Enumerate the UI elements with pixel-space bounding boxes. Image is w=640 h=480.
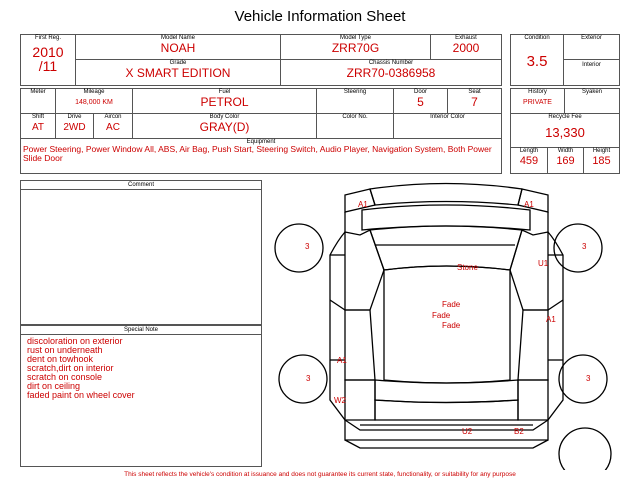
fuel-box <box>132 88 317 114</box>
tire-front-left <box>275 224 323 272</box>
tire-rl-value: 3 <box>306 374 311 383</box>
color-no-box <box>316 113 394 139</box>
tire-front-right <box>554 224 602 272</box>
exhaust-value: 2000 <box>452 41 480 55</box>
drive-value: 2WD <box>63 122 86 133</box>
aircon-box <box>93 113 133 139</box>
mark-front-right: A1 <box>524 200 534 209</box>
history-box <box>510 88 565 114</box>
chassis-box <box>280 59 502 86</box>
mark-front-left: A1 <box>358 200 368 209</box>
special-note-label: Special Note <box>21 326 261 335</box>
first-reg-month: /11 <box>38 58 58 74</box>
exterior-label: Exterior <box>581 35 602 41</box>
mileage-box <box>55 88 133 114</box>
first-reg-box <box>20 34 76 86</box>
mileage-value: 148,000 KM <box>75 99 113 106</box>
mark-roof-3: Fade <box>442 321 461 330</box>
color-no-label: Color No. <box>342 114 368 120</box>
width-label: Width <box>557 148 574 154</box>
page-title: Vehicle Information Sheet <box>234 8 406 25</box>
tire-rear-right <box>559 355 607 403</box>
mark-roof-2: Fade <box>432 311 451 320</box>
condition-label: Condition <box>524 35 550 41</box>
note-item: dirt on ceiling <box>27 381 81 391</box>
recycle-fee-box <box>510 113 620 148</box>
fuel-label: Fuel <box>218 89 231 95</box>
seat-label: Seat <box>468 89 481 95</box>
chassis-value: ZRR70-0386958 <box>346 66 436 80</box>
special-note-box <box>20 325 262 467</box>
tire-rear-left <box>279 355 327 403</box>
note-item: scratch,dirt on interior <box>27 363 114 373</box>
length-box <box>510 147 548 174</box>
mark-left-rear-1: A1 <box>337 356 347 365</box>
disclaimer-footer: This sheet reflects the vehicle's condition at issuance and does not guarantee its current state, functionality, or suitability for any purpose <box>124 471 516 478</box>
body-color-value: GRAY(D) <box>199 120 250 134</box>
note-item: scratch on console <box>27 372 103 382</box>
equipment-label: Equipment <box>246 139 276 145</box>
drive-label: Drive <box>67 114 82 120</box>
note-item: dent on towhook <box>27 354 94 364</box>
width-value: 169 <box>556 155 575 167</box>
door-label: Door <box>413 89 427 95</box>
recycle-fee-value: 13,330 <box>545 125 585 140</box>
height-value: 185 <box>592 155 611 167</box>
body-color-box <box>132 113 317 139</box>
note-item: rust on underneath <box>27 345 103 355</box>
meter-label: Meter <box>30 89 46 95</box>
meter-box <box>20 88 56 114</box>
mark-rear-right: B2 <box>514 427 524 436</box>
comment-label: Comment <box>21 181 261 190</box>
history-value: PRIVATE <box>523 99 552 106</box>
syaken-box <box>564 88 620 114</box>
door-box <box>393 88 448 114</box>
height-label: Height <box>592 148 611 154</box>
equipment-text: Power Steering, Power Window All, ABS, Air Bag, Push Start, Steering Switch, Audio Player, Navigation System, Both Power Slide Door <box>23 144 492 163</box>
steering-box <box>316 88 394 114</box>
seat-box <box>447 88 502 114</box>
aircon-label: Aircon <box>104 114 122 120</box>
mark-right-door: U1 <box>538 259 549 268</box>
shift-label: Shift <box>31 114 44 120</box>
mileage-label: Mileage <box>83 89 105 95</box>
shift-box <box>20 113 56 139</box>
fuel-value: PETROL <box>200 95 249 109</box>
aircon-value: AC <box>106 122 120 133</box>
interior-box <box>563 59 620 86</box>
first-reg-label: First Reg. <box>34 35 61 41</box>
mark-windshield: Stone <box>457 263 478 272</box>
history-label: History <box>528 89 547 95</box>
height-box <box>583 147 620 174</box>
model-type-box <box>280 34 431 60</box>
recycle-fee-label: Recycle Fee <box>548 114 582 120</box>
comment-box <box>20 180 262 325</box>
exhaust-label: Exhaust <box>455 35 477 41</box>
condition-value: 3.5 <box>526 53 548 70</box>
spare-tire <box>559 428 611 470</box>
model-type-value: ZRR70G <box>331 41 380 55</box>
width-box <box>547 147 584 174</box>
model-name-value: NOAH <box>160 41 196 55</box>
interior-label: Interior <box>582 62 601 68</box>
grade-label: Grade <box>169 60 187 66</box>
drive-box <box>55 113 94 139</box>
note-item: faded paint on wheel cover <box>27 390 135 400</box>
condition-box <box>510 34 564 86</box>
grade-value: X SMART EDITION <box>125 66 231 80</box>
length-value: 459 <box>519 155 539 167</box>
syaken-label: Syaken <box>581 89 602 95</box>
tire-fr-value: 3 <box>582 242 587 251</box>
grade-box <box>75 59 281 86</box>
seat-value: 7 <box>471 95 478 109</box>
exhaust-box <box>430 34 502 60</box>
shift-value: AT <box>31 122 45 133</box>
first-reg-year: 2010 <box>32 44 64 60</box>
mark-rear-left: U2 <box>462 427 473 436</box>
mark-left-rear-2: W2 <box>334 396 346 405</box>
tire-fl-value: 3 <box>305 242 310 251</box>
length-label: Length <box>519 148 539 154</box>
equipment-box <box>20 138 502 174</box>
chassis-label: Chassis Number <box>368 60 414 66</box>
steering-label: Steering <box>343 89 367 95</box>
note-item: discoloration on exterior <box>27 336 123 346</box>
body-color-label: Body Color <box>209 114 240 120</box>
interior-color-box <box>393 113 502 139</box>
interior-color-label: Interior Color <box>430 114 465 120</box>
exterior-box <box>563 34 620 60</box>
door-value: 5 <box>417 95 424 109</box>
tire-rr-value: 3 <box>586 374 591 383</box>
mark-right-rear: A1 <box>546 315 556 324</box>
model-type-label: Model Type <box>340 35 371 41</box>
mark-roof-1: Fade <box>442 300 461 309</box>
model-name-box <box>75 34 281 60</box>
model-name-label: Model Name <box>160 35 195 41</box>
